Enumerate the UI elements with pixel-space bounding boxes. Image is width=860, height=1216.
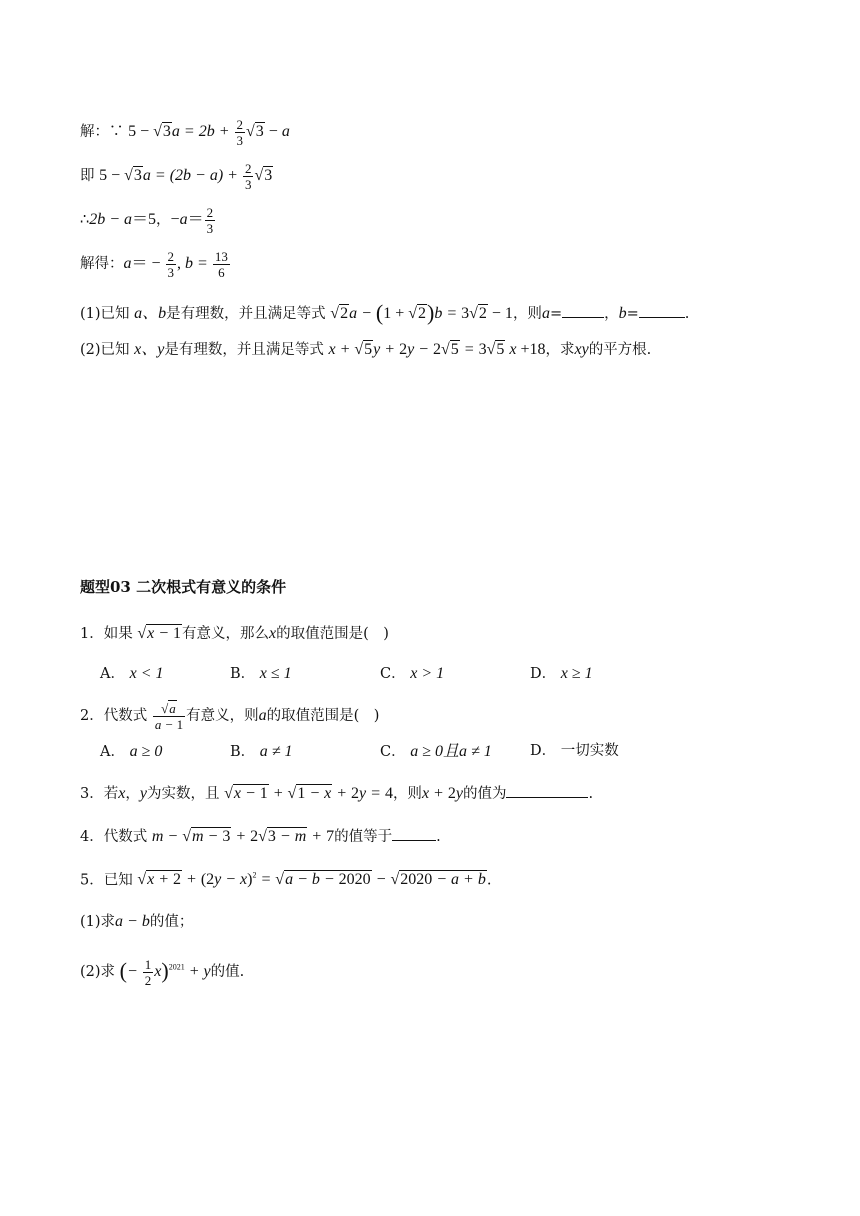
answer-blank-b[interactable] — [639, 317, 685, 318]
problem-4 — [80, 829, 441, 845]
section-title: 题型03 二次根式有意义的条件 — [80, 578, 287, 596]
option-b[interactable] — [230, 744, 293, 760]
question-text: 的平方根. — [588, 342, 652, 358]
option-expr: 一切实数 — [560, 743, 619, 759]
option-b[interactable] — [230, 666, 292, 682]
option-c[interactable] — [380, 666, 444, 682]
problem-5-part-1: (1)求a − b的值； — [80, 913, 194, 930]
solution-line-4 — [80, 250, 231, 279]
answer-blank[interactable] — [506, 797, 588, 798]
sub-question-text: 的值； — [149, 914, 194, 930]
question-2-equation: x + √ 5y + 2y − 2√ 5 = 3√ 5 x +18 — [328, 340, 545, 358]
option-expr: a ≠ 1 — [259, 743, 293, 760]
problem-5-part-2 — [80, 958, 244, 987]
solution-equation-1: 5 − √ 3a = 2b + $\frac{2}{3}$ √ 3 − a — [128, 123, 290, 140]
option-label: C． — [380, 666, 406, 682]
problem-text: ，则 — [392, 786, 422, 802]
equals-sign: = — [549, 306, 563, 322]
solution-equation-3b: −a＝ $\frac{2}{3}$ — [170, 205, 214, 236]
sub-question-text: 的值. — [210, 964, 245, 981]
period: . — [486, 872, 492, 889]
solution-line-2 — [80, 162, 273, 191]
problem-5-part-2-expression: (− $\frac{1}{2}$ x)$^{2021}$ + y — [119, 957, 211, 988]
question-label: (2)已知 — [80, 342, 130, 358]
period: . — [436, 829, 441, 845]
solution-prefix: 即 — [80, 168, 95, 185]
option-expr: x > 1 — [410, 665, 445, 682]
problem-1: 1．如果 √ x − 1有意义，那么x的取值范围是( ) — [80, 626, 389, 642]
question-label: (1)已知 — [80, 306, 130, 322]
option-expr: x ≥ 1 — [560, 665, 593, 682]
problem-5 — [80, 872, 491, 888]
problem-text: ， — [125, 786, 140, 802]
option-c[interactable] — [380, 744, 492, 760]
option-label: B． — [230, 666, 256, 682]
problem-text: 的取值范围是( ) — [276, 626, 389, 642]
question-text: 是有理数，并且满足等式 — [166, 306, 326, 322]
option-expr: x ≤ 1 — [259, 665, 292, 682]
period: . — [588, 786, 594, 802]
option-label: D． — [530, 743, 557, 759]
solution-line-3 — [80, 206, 216, 235]
solution-equation-2: 5 − √ 3a = (2b − a) + $\frac{2}{3}$ √ 3 — [99, 167, 273, 184]
solution-prefix: 解得： — [80, 256, 124, 273]
question-vars: a、b — [134, 305, 167, 322]
solution-result: a＝ − $\frac{2}{3}$ , b = $\frac{13}{6}$ — [123, 249, 228, 280]
question-1: (1)已知 a、b是有理数，并且满足等式 √ 2a − (1 + √ 2)b = 3√ 2 − 1，则a= ，b= . — [80, 302, 689, 324]
problem-5-equation: √ $x + 2 + (2y - x)^2$ = √ a − b − 2020 − √ 2020 − a + b — [137, 871, 486, 888]
question-text: ，求 — [545, 342, 575, 358]
problem-number: 1．如果 — [80, 626, 133, 642]
period: . — [684, 306, 690, 322]
question-1-equation: √ 2a − (1 + √ 2)b = 3√ 2 − 1 — [330, 305, 513, 322]
option-expr: a ≥ 0且a ≠ 1 — [410, 743, 492, 760]
problem-text: 有意义，则 — [186, 708, 259, 725]
problem-text: 有意义，那么 — [182, 626, 270, 642]
question-text: 是有理数，并且满足等式 — [164, 342, 324, 358]
option-a[interactable] — [100, 666, 164, 682]
solution-line-1 — [80, 118, 290, 147]
option-label: D． — [530, 666, 557, 682]
separator: ， — [156, 212, 171, 229]
option-d[interactable] — [530, 744, 619, 759]
problem-text: 的值为 — [462, 786, 507, 802]
sub-question-label: (2)求 — [80, 964, 116, 981]
problem-2: 2．代数式 √ $\frac{a}{a - 1}$ 有意义，则a的取值范围是( ) — [80, 702, 379, 731]
problem-3-equation: √ x − 1 + √ 1 − x + 2y = 4 — [224, 784, 393, 802]
problem-number: 5．已知 — [80, 872, 133, 889]
problem-text: 为实数，且 — [146, 786, 220, 802]
question-text: ，则 — [512, 306, 542, 322]
problem-number: 4．代数式 — [80, 829, 148, 845]
problem-text: 的值等于 — [334, 829, 393, 845]
problem-number: 3．若 — [80, 786, 119, 802]
answer-blank[interactable] — [392, 840, 436, 841]
solution-equation-3a: 2b − a＝5 — [89, 211, 157, 229]
comma: ， — [604, 306, 619, 322]
question-vars: x、y — [134, 341, 165, 358]
option-label: C． — [380, 744, 406, 760]
problem-number: 2．代数式 — [80, 708, 148, 725]
problem-1-expression: √ x − 1 — [137, 624, 182, 642]
answer-blank-a[interactable] — [562, 317, 604, 318]
option-a[interactable] — [100, 744, 162, 760]
question-target: xy — [574, 341, 589, 358]
option-expr: a ≥ 0 — [129, 743, 163, 760]
solution-prefix: ∴ — [80, 212, 90, 229]
problem-3: 3．若x，y为实数，且 √ x − 1 + √ 1 − x + 2y = 4，则x + 2y的值为 . — [80, 786, 593, 802]
option-label: A． — [100, 666, 125, 682]
problem-text: 的取值范围是( ) — [266, 708, 380, 725]
problem-4-expression: m − √ m − 3 + 2√ 3 − m + 7 — [152, 827, 334, 845]
solution-prefix: 解：∵ — [80, 124, 124, 141]
option-label: A． — [100, 744, 125, 760]
option-expr: x < 1 — [129, 665, 164, 682]
option-d[interactable] — [530, 666, 593, 682]
equals-sign: = — [626, 306, 639, 322]
sub-question-label: (1)求 — [80, 914, 116, 930]
question-2 — [80, 342, 651, 358]
problem-2-expression: √ $\frac{a}{a - 1}$ — [152, 707, 186, 724]
option-label: B． — [230, 744, 256, 760]
